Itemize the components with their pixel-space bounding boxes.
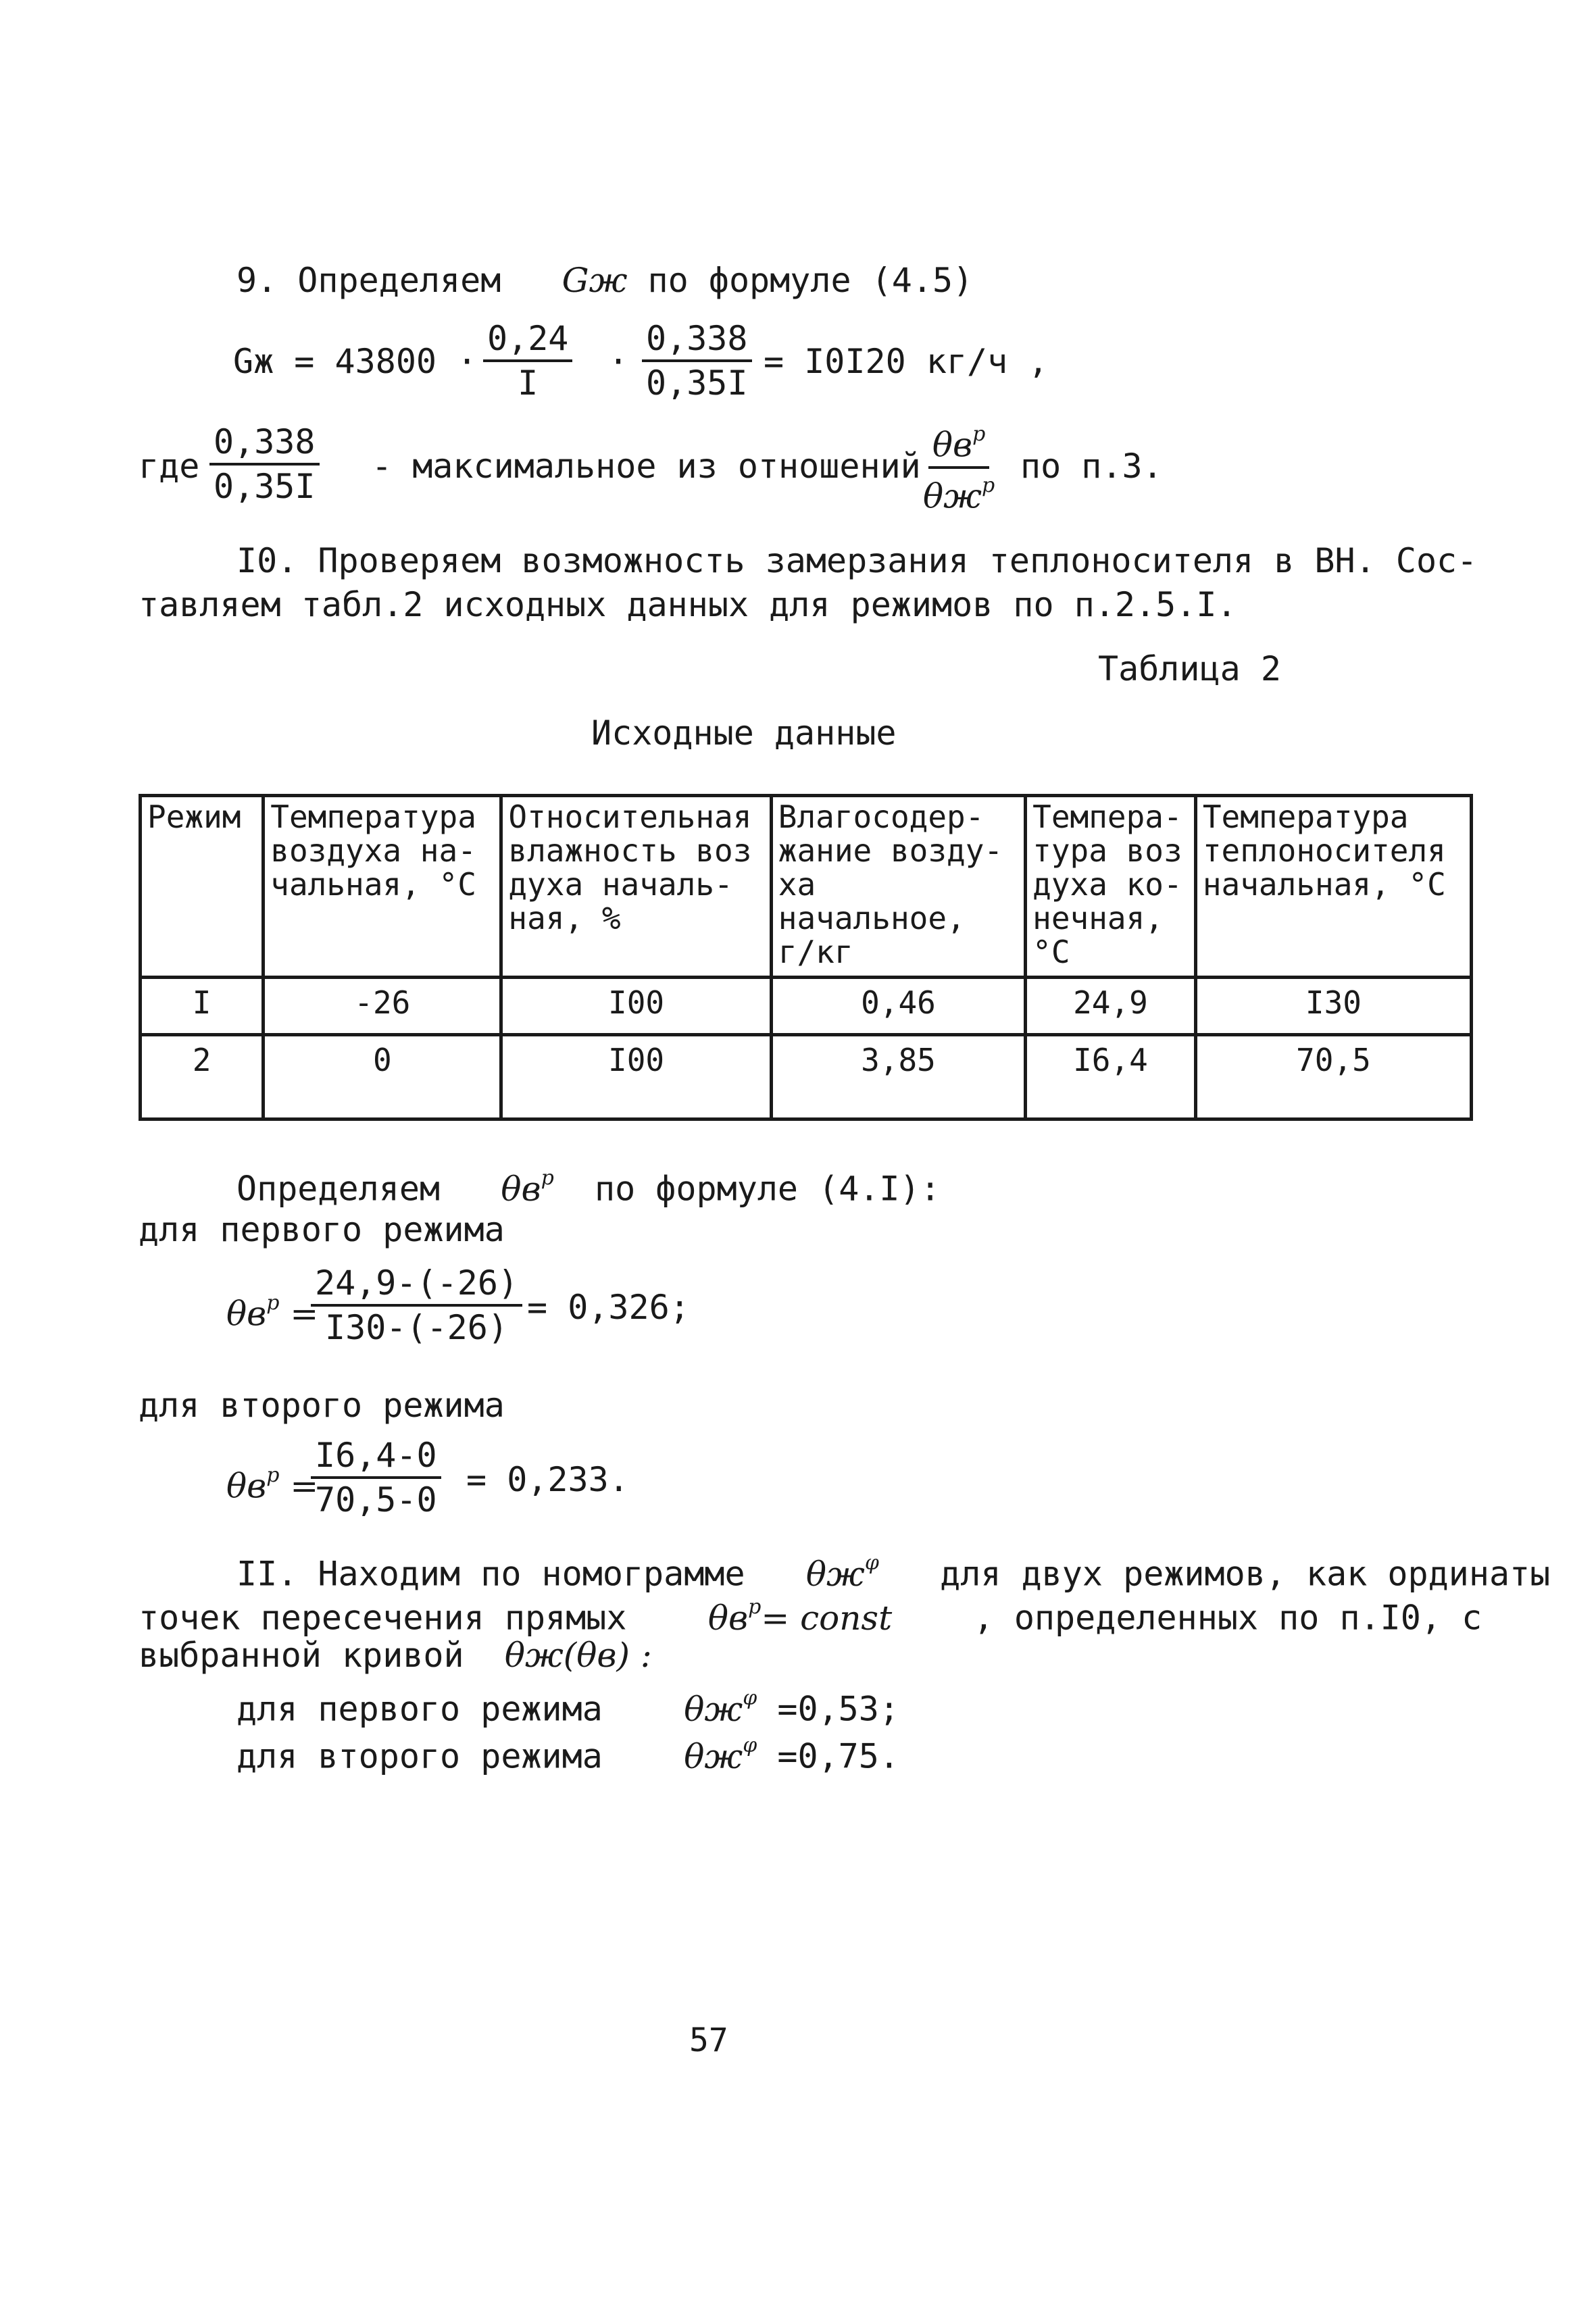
theta-curve-symbol: θж(θв) : — [504, 1636, 652, 1675]
theta-b-text: θв — [226, 1294, 267, 1334]
mode2-result: = 0,233. — [466, 1460, 629, 1499]
table-header-cell: Температура воздуха на- чальная, °С — [264, 796, 501, 978]
formula1-fraction-2 — [642, 319, 752, 403]
table-row — [141, 978, 1472, 1035]
mode1-label: для первого режима — [236, 1689, 603, 1729]
mode2-label: для второго режима — [236, 1736, 603, 1776]
superscript-p: р — [748, 1595, 762, 1619]
item11-mode1 — [236, 1682, 899, 1730]
item11-mode2 — [236, 1730, 899, 1777]
item9-line — [236, 260, 973, 301]
mode1-fraction — [311, 1263, 522, 1347]
fraction-denominator: 0,35I — [646, 363, 748, 403]
table-header-cell: Темпера- тура воз духа ко- нечная, °С — [1026, 796, 1196, 978]
item11-text: выбранной кривой — [139, 1636, 464, 1675]
item9-rest: по формуле (4.5) — [647, 261, 974, 300]
table-cell: I6,4 — [1026, 1035, 1196, 1120]
where-tail: по п.3. — [1020, 447, 1163, 486]
superscript-phi: φ — [743, 1686, 757, 1710]
theta-b-symbol: θв — [932, 425, 973, 465]
table-cell: 0,46 — [771, 978, 1025, 1035]
table-cell: -26 — [264, 978, 501, 1035]
const-text: = const — [761, 1598, 893, 1638]
theta-b-text: θв — [226, 1466, 267, 1506]
source-data-table — [139, 794, 1473, 1121]
theta-zh-symbol — [684, 1734, 757, 1776]
item11-text: для двух режимов, как ординаты — [940, 1554, 1551, 1594]
item9-lead: 9. Определяем — [236, 261, 501, 300]
table-header-cell: Режим — [141, 796, 264, 978]
table-cell: I30 — [1195, 978, 1471, 1035]
item11-text: точек пересечения прямых — [139, 1598, 627, 1638]
formula1-result: = I0I20 кг/ч , — [764, 342, 1049, 381]
fraction-numerator: 0,24 — [483, 319, 572, 362]
formula1-dot: · — [608, 342, 629, 381]
table-header-cell: Влагосодер- жание возду- ха начальное, г/кг — [771, 796, 1025, 978]
superscript-p: р — [981, 473, 995, 497]
theta-ratio — [919, 419, 999, 515]
ratio-denominator — [919, 469, 999, 516]
where-lead: где — [139, 447, 200, 486]
table-cell: 3,85 — [771, 1035, 1025, 1120]
theta-zh-text: θж — [684, 1689, 743, 1729]
mode1-value: =0,53; — [777, 1689, 899, 1729]
table-cell: 0 — [264, 1035, 501, 1120]
determine-line — [236, 1162, 941, 1209]
theta-b-symbol — [707, 1595, 893, 1638]
item10-line1: I0. Проверяем возможность замерзания теплоносителя в ВН. Сос- — [236, 541, 1478, 580]
item10-line2: тавляем табл.2 исходных данных для режимов по п.2.5.I. — [139, 585, 1237, 624]
page-number: 57 — [689, 2021, 728, 2059]
table-number: Таблица 2 — [1098, 649, 1281, 688]
where-fraction — [209, 422, 320, 506]
item11-text: , определенных по п.I0, с — [973, 1598, 1482, 1638]
item9-symbol: Gж — [562, 261, 628, 300]
mode1-lhs: $\theta в^р$ = — [226, 1291, 319, 1334]
superscript-phi: φ — [864, 1551, 879, 1575]
table-row — [141, 1035, 1472, 1120]
fraction-numerator: 24,9-(-26) — [311, 1263, 522, 1307]
fraction-denominator: 0,35I — [214, 467, 316, 506]
theta-zh-symbol — [684, 1686, 757, 1729]
theta-b-symbol — [501, 1166, 554, 1209]
table-cell: I — [141, 978, 264, 1035]
fraction-denominator: I — [518, 363, 539, 403]
table-header-row — [141, 796, 1472, 978]
item11-line1 — [236, 1547, 1550, 1594]
table-header-cell: Температура теплоносителя начальная, °С — [1195, 796, 1471, 978]
fraction-denominator: 70,5-0 — [315, 1480, 437, 1519]
formula1-fraction-1 — [483, 319, 572, 403]
theta-zh-symbol: θж — [923, 476, 982, 516]
mode2-value: =0,75. — [777, 1736, 899, 1776]
table-cell: 2 — [141, 1035, 264, 1120]
mode1-result: = 0,326; — [527, 1288, 690, 1327]
fraction-numerator: 0,338 — [642, 319, 752, 362]
fraction-numerator: 0,338 — [209, 422, 320, 466]
item11-line2 — [139, 1591, 1482, 1638]
mode2-label: для второго режима — [139, 1386, 505, 1425]
item11-line3 — [139, 1635, 652, 1676]
superscript-p: р — [266, 1463, 280, 1487]
table-cell: I00 — [501, 1035, 771, 1120]
table-header-cell: Относительная влажность воз духа началь- ная, % — [501, 796, 771, 978]
superscript-p: р — [541, 1166, 554, 1190]
item11-text: II. Находим по номограмме — [236, 1554, 745, 1594]
fraction-numerator: I6,4-0 — [311, 1436, 441, 1479]
table-cell: 70,5 — [1195, 1035, 1471, 1120]
theta-b-text: θв — [707, 1598, 749, 1638]
mode2-fraction — [311, 1436, 441, 1519]
table-title: Исходные данные — [591, 713, 897, 753]
ratio-numerator — [928, 419, 989, 469]
formula1-lhs: Gж = 43800 · — [233, 342, 478, 381]
theta-zh-text: θж — [805, 1554, 865, 1594]
where-text: - максимальное из отношений — [372, 447, 921, 486]
theta-b-text: θв — [501, 1169, 541, 1209]
theta-zh-symbol — [805, 1551, 879, 1594]
determine-rest: по формуле (4.I): — [595, 1169, 941, 1209]
superscript-phi: φ — [743, 1734, 757, 1757]
fraction-denominator: I30-(-26) — [325, 1308, 508, 1347]
superscript-p: р — [972, 422, 986, 446]
superscript-p: р — [266, 1291, 280, 1315]
mode1-label: для первого режима — [139, 1210, 505, 1249]
mode2-lhs: $\theta в^р$ = — [226, 1463, 319, 1506]
theta-zh-text: θж — [684, 1736, 743, 1776]
table-cell: I00 — [501, 978, 771, 1035]
determine-lead: Определяем — [236, 1169, 441, 1209]
table-cell: 24,9 — [1026, 978, 1196, 1035]
